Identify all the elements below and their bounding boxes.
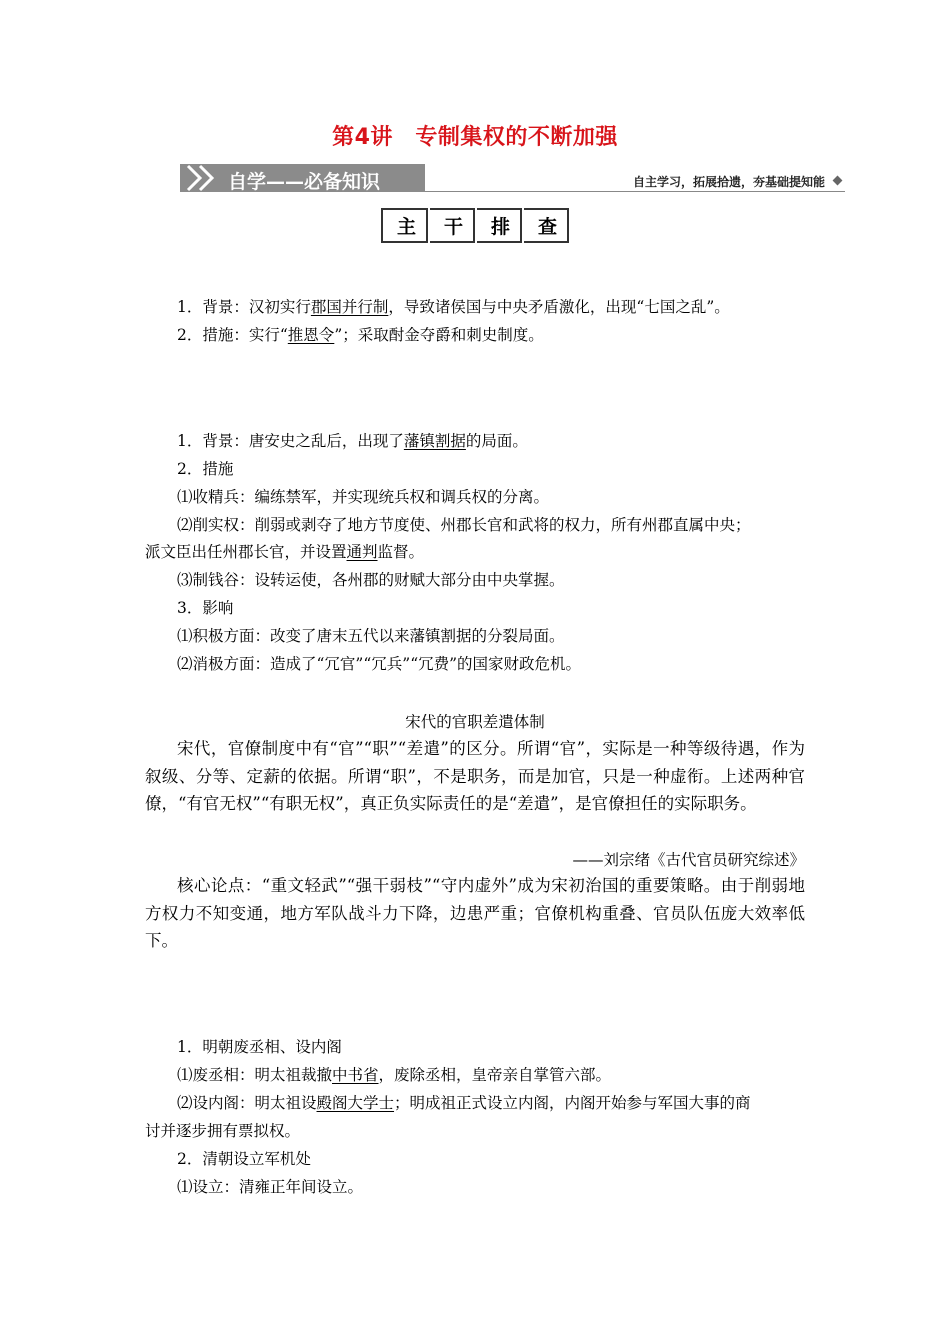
han-measures: 2．措施：实行“推恩令”；采取酎金夺爵和刺史制度。 [177, 326, 544, 344]
core-argument: 核心论点：“重文轻武”“强干弱枝”“守内虚外”成为宋初治国的重要策略。由于削弱地方权力不知变通，地方军队战斗力下降，边患严重；官僚机构重叠、官员队伍庞大效率低下。 [145, 876, 805, 950]
section-title [0, 208, 950, 243]
section-title-char: 干 [430, 208, 475, 243]
song-impact-heading: 3．影响 [177, 599, 234, 617]
banner-divider [425, 191, 845, 192]
key-term: 推恩令 [287, 326, 335, 344]
song-measures-heading: 2．措施 [177, 460, 234, 478]
song-impact-2: ⑵消极方面：造成了“冗官”“冗兵”“冗费”的国家财政危机。 [177, 655, 582, 673]
section-title-char: 主 [381, 208, 428, 243]
section-title-char: 查 [524, 208, 569, 243]
key-term: 通判 [346, 543, 378, 561]
song-measure-1: ⑴收精兵：编练禁军，并实现统兵权和调兵权的分离。 [177, 488, 550, 506]
key-term: 藩镇割据 [403, 432, 466, 450]
section-banner [180, 161, 845, 195]
key-term: 殿阁大学士 [316, 1094, 395, 1112]
banner-subtitle: 自主学习，拓展拾遗，夯基础提知能 [632, 175, 825, 189]
section-title-char: 排 [477, 208, 522, 243]
han-background: 1．背景：汉初实行郡国并行制，导致诸侯国与中央矛盾激化，出现“七国之乱”。 [177, 298, 730, 316]
ming-heading: 1．明朝废丞相、设内阁 [177, 1038, 342, 1056]
song-measure-3: ⑶制钱谷：设转运使，各州郡的财赋大部分由中央掌握。 [177, 571, 565, 589]
ming-item-2: ⑵设内阁：明太祖设殿阁大学士；明成祖正式设立内阁，内阁开始参与军国大事的商 [177, 1094, 751, 1112]
reading-heading: 宋代的官职差遣体制 [405, 713, 545, 731]
key-term: 中书省 [332, 1066, 379, 1084]
reading-body: 宋代，官僚制度中有“官”“职”“差遣”的区分。所谓“官”，实际是一种等级待遇，作为叙级、分等、定薪的依据。所谓“职”，不是职务，而是加官，只是一种虚衔。上述两种官僚，“有官无权”“有职无权”，真正负实际责任的是“差遣”，是官僚担任的实际职务。 [145, 739, 805, 813]
song-background: 1．背景：唐安史之乱后，出现了藩镇割据的局面。 [177, 432, 528, 450]
chevron-right-icon [182, 164, 226, 192]
ming-item-2-cont: 讨并逐步拥有票拟权。 [145, 1122, 301, 1140]
song-measure-2: ⑵削实权：削弱或剥夺了地方节度使、州郡长官和武将的权力，所有州郡直属中央； [177, 516, 751, 534]
qing-item-1: ⑴设立：清雍正年间设立。 [177, 1178, 364, 1196]
song-impact-1: ⑴积极方面：改变了唐末五代以来藩镇割据的分裂局面。 [177, 627, 565, 645]
banner-main-text: 自学——必备知识 [228, 171, 381, 193]
key-term: 郡国并行制 [310, 298, 389, 316]
page-title: 第4讲 专制集权的不断加强 [332, 125, 618, 150]
reading-source: ——刘宗绪《古代官员研究综述》 [572, 851, 805, 869]
qing-heading: 2．清朝设立军机处 [177, 1150, 311, 1168]
diamond-icon [833, 176, 843, 186]
song-measure-2-cont: 派文臣出任州郡长官，并设置通判监督。 [145, 543, 425, 561]
ming-item-1: ⑴废丞相：明太祖裁撤中书省，废除丞相，皇帝亲自掌管六部。 [177, 1066, 612, 1084]
